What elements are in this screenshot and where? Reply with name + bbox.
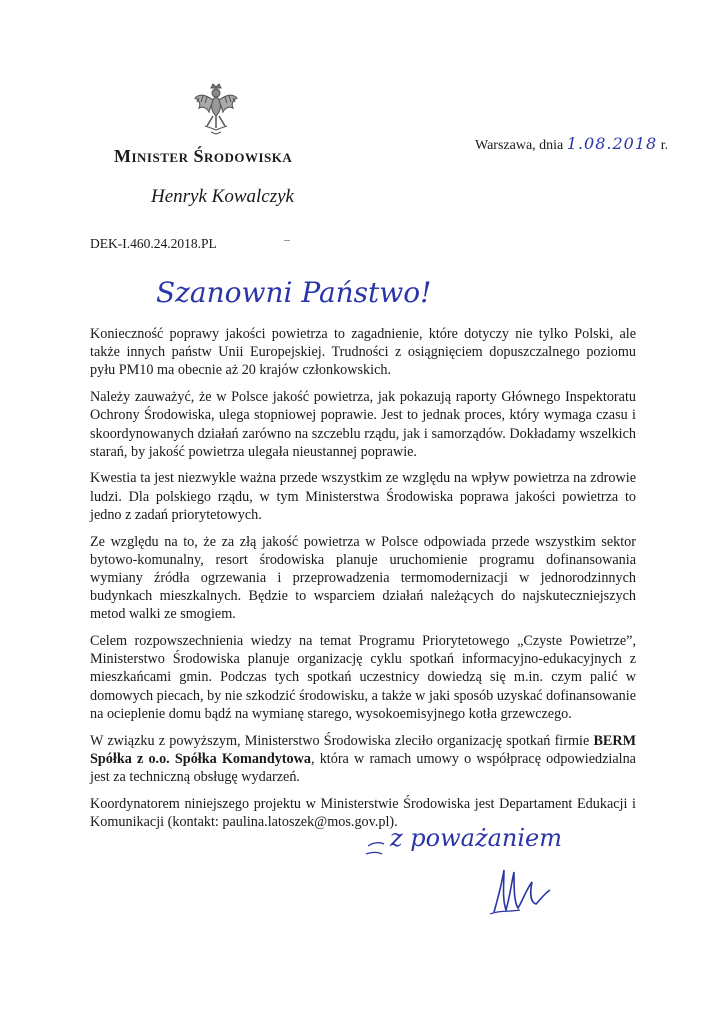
paragraph: Ze względu na to, że za złą jakość powietrza w Polsce odpowiada przede wszystkim sektor bytowo-komunalny, resort środowiska planuje uruchomienie programu dofinansowania wymiany źródła ogrzewania i przeprowadzenia termomodernizacji w jednorodzinnych budynkach mieszkalnych. Będzie to wsparciem działań należących do najskuteczniejszych metod walki ze smogiem. [90,533,636,623]
paragraph: Konieczność poprawy jakości powietrza to zagadnienie, które dotyczy nie tylko Polski, ale także innych państw Unii Europejskiej. Trudności z osiągnięciem dopuszczalnego poziomu pyłu PM10 ma obecnie aż 20 krajów członkowskich. [90,326,636,379]
paragraph: Koordynatorem niniejszego projektu w Ministerstwie Środowiska jest Departament Edukacji i Komunikacji (kontakt: paulina.latoszek@mos.gov.pl). [90,795,636,830]
minister-name: Henryk Kowalczyk [151,186,294,207]
place-date [475,134,668,154]
closing-text: z poważaniem [390,824,562,852]
salutation-text: Szanowni Państwo! [156,276,432,309]
company-name: BERM Spółka z o.o. Spółka Komandytowa [90,732,636,767]
place-suffix: r. [660,138,669,153]
paragraph: Kwestia ta jest niezwykle ważna przede wszystkim ze względu na wpływ powietrza na zdrowie ludzi. Dla polskiego rządu, w tym Ministerstwa Środowiska poprawa jakości powietrza to jedno z zadań priorytetowych. [90,470,636,523]
paragraph-text: , która w ramach umowy o współpracę odpowiedzialna jest za techniczną obsługę wydarzeń. [90,750,636,785]
paragraph: Celem rozpowszechnienia wiedzy na temat Programu Priorytetowego „Czyste Powietrze”, Ministerstwo Środowiska planuje organizację cyklu spotkań informacyjno-edukacyjnych z mieszkańcami gmin. Podczas tych spotkań uczestnicy dowiedzą się m.in. czym palić w domowych piecach, by nie szkodzić środowisku, a także w jaki sposób uzyskać dofinansowanie na ocieplenie domu bądź na wymianę starego, wysokoemisyjnego kotła grzewczego. [90,633,636,722]
paragraph-text: W związku z powyższym, Ministerstwo Środowiska zleciło organizację spotkań firmie [90,732,594,749]
paragraph: Należy zauważyć, że w Polsce jakość powietrza, jak pokazują raporty Głównego Inspektoratu Ochrony Środowiska, ulega stopniowej poprawie. Jest to jednak proces, który wymaga czasu i skoordynowanych działań zarówno na szczeblu rządu, jak i samorządów. Dokładamy wszelkich starań, by jakość powietrza ulegała nieustannej poprawie. [90,389,636,460]
polish-eagle-emblem-icon [193,82,239,136]
reference-number: DEK-I.460.24.2018.PL [90,236,217,251]
signature-icon [480,860,560,920]
letter-body [90,325,636,840]
paragraph [90,732,636,787]
ministry-title: Minister Środowiska [114,146,293,166]
handwritten-date: 1.08.2018 [566,134,658,153]
place-prefix: Warszawa, dnia [475,138,564,153]
handwritten-salutation [150,268,480,318]
dash-mark [284,240,290,241]
